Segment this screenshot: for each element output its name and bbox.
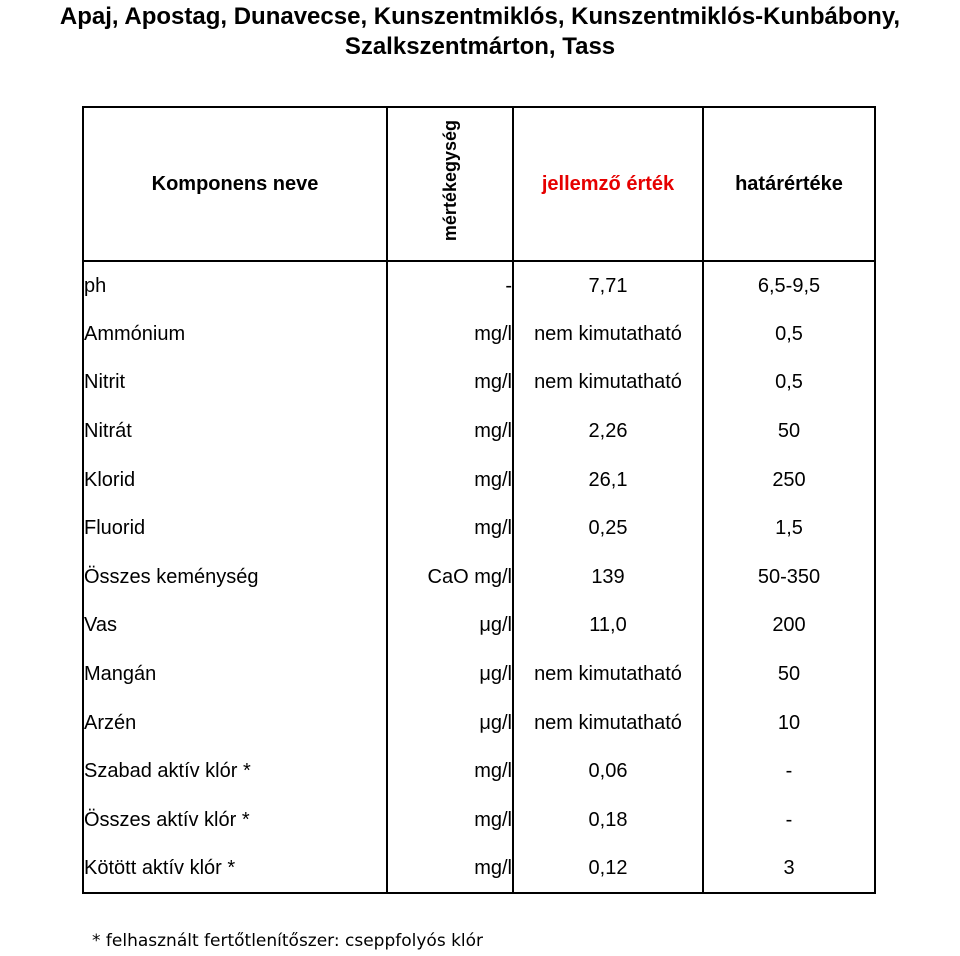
cell-limit-value: 1,5: [703, 504, 875, 553]
cell-limit-value: 50: [703, 407, 875, 456]
cell-typical-value: 0,25: [513, 504, 703, 553]
header-unit: [387, 107, 513, 261]
water-quality-table: [82, 106, 876, 894]
table-header-row: [83, 107, 875, 261]
cell-limit-value: 200: [703, 601, 875, 650]
cell-unit: μg/l: [387, 601, 513, 650]
table-row: [83, 310, 875, 359]
cell-typical-value: nem kimutatható: [513, 358, 703, 407]
footnote: * felhasznált fertőtlenítőszer: cseppfolyós klór: [92, 931, 484, 951]
cell-limit-value: -: [703, 796, 875, 845]
cell-unit: CaO mg/l: [387, 553, 513, 602]
header-limit-value: határértéke: [703, 107, 875, 261]
cell-component-name: Klorid: [83, 455, 387, 504]
cell-limit-value: 6,5-9,5: [703, 261, 875, 310]
header-component-name: Komponens neve: [83, 107, 387, 261]
cell-limit-value: 50: [703, 650, 875, 699]
cell-typical-value: nem kimutatható: [513, 650, 703, 699]
table-row: [83, 407, 875, 456]
cell-limit-value: 250: [703, 455, 875, 504]
cell-typical-value: 26,1: [513, 455, 703, 504]
table-row: [83, 358, 875, 407]
cell-component-name: Kötött aktív klór *: [83, 844, 387, 893]
cell-typical-value: nem kimutatható: [513, 698, 703, 747]
cell-unit: mg/l: [387, 455, 513, 504]
table-row: [83, 844, 875, 893]
cell-typical-value: 139: [513, 553, 703, 602]
table-row: [83, 455, 875, 504]
cell-component-name: Fluorid: [83, 504, 387, 553]
page-title: [0, 2, 960, 62]
cell-typical-value: 0,12: [513, 844, 703, 893]
cell-limit-value: -: [703, 747, 875, 796]
cell-typical-value: 7,71: [513, 261, 703, 310]
table-row: [83, 698, 875, 747]
cell-component-name: Összes aktív klór *: [83, 796, 387, 845]
cell-typical-value: 2,26: [513, 407, 703, 456]
cell-component-name: Nitrát: [83, 407, 387, 456]
cell-unit: -: [387, 261, 513, 310]
cell-typical-value: 0,06: [513, 747, 703, 796]
page-title-line-2: Szalkszentmárton, Tass: [344, 33, 616, 60]
cell-unit: mg/l: [387, 310, 513, 359]
table-body: [83, 261, 875, 893]
header-unit-label: mértékegység: [440, 120, 460, 242]
table-row: [83, 261, 875, 310]
cell-component-name: Arzén: [83, 698, 387, 747]
cell-component-name: Összes keménység: [83, 553, 387, 602]
cell-unit: mg/l: [387, 407, 513, 456]
cell-unit: μg/l: [387, 698, 513, 747]
cell-component-name: Szabad aktív klór *: [83, 747, 387, 796]
cell-unit: mg/l: [387, 504, 513, 553]
cell-component-name: Vas: [83, 601, 387, 650]
cell-unit: μg/l: [387, 650, 513, 699]
cell-typical-value: nem kimutatható: [513, 310, 703, 359]
table-row: [83, 747, 875, 796]
table-row: [83, 796, 875, 845]
table-row: [83, 601, 875, 650]
cell-unit: mg/l: [387, 747, 513, 796]
cell-component-name: ph: [83, 261, 387, 310]
table-row: [83, 504, 875, 553]
cell-limit-value: 0,5: [703, 310, 875, 359]
cell-component-name: Mangán: [83, 650, 387, 699]
table-row: [83, 650, 875, 699]
cell-typical-value: 0,18: [513, 796, 703, 845]
cell-component-name: Ammónium: [83, 310, 387, 359]
table-row: [83, 553, 875, 602]
cell-limit-value: 0,5: [703, 358, 875, 407]
cell-unit: mg/l: [387, 796, 513, 845]
cell-limit-value: 50-350: [703, 553, 875, 602]
page-title-line-1: Apaj, Apostag, Dunavecse, Kunszentmiklós, Kunszentmiklós-Kunbábony,: [59, 3, 901, 30]
cell-unit: mg/l: [387, 844, 513, 893]
cell-limit-value: 3: [703, 844, 875, 893]
cell-unit: mg/l: [387, 358, 513, 407]
cell-limit-value: 10: [703, 698, 875, 747]
header-typical-value: jellemző érték: [513, 107, 703, 261]
cell-component-name: Nitrit: [83, 358, 387, 407]
cell-typical-value: 11,0: [513, 601, 703, 650]
